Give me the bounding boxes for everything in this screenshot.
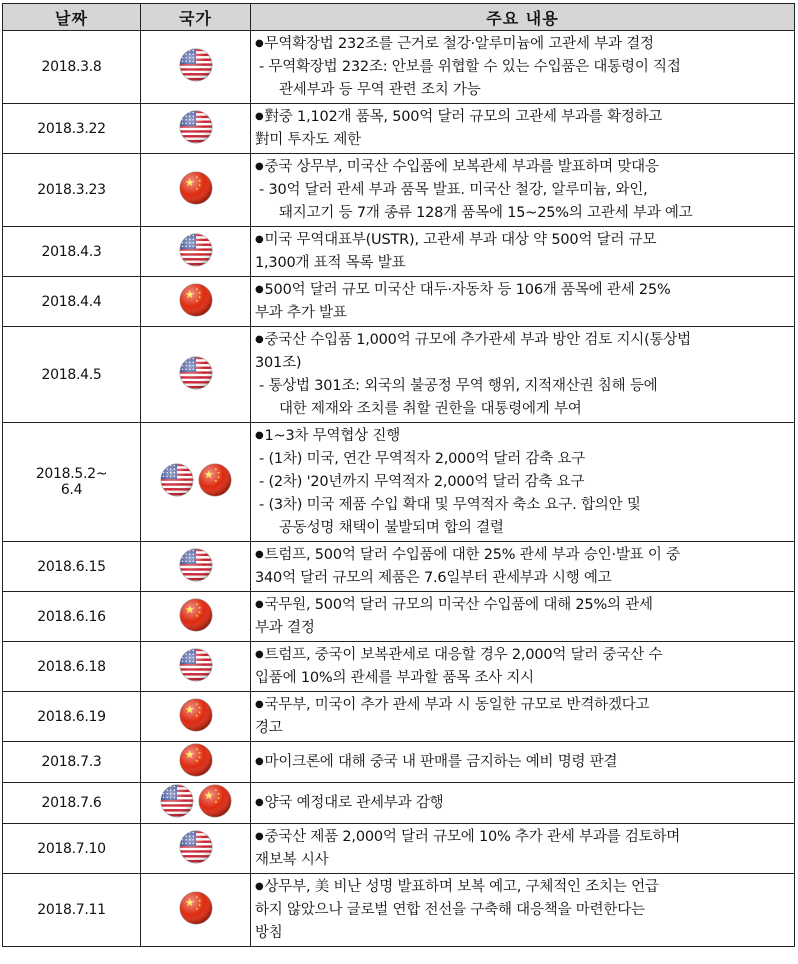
country-cell <box>141 327 251 423</box>
bullet-text: 국무원, 500억 달러 규모의 미국산 수입품에 대해 25%의 관세 <box>264 597 653 613</box>
table-row <box>3 642 795 692</box>
continuation-text: 對미 투자도 제한 <box>255 132 361 148</box>
table-row <box>3 592 795 642</box>
china-flag-icon <box>178 282 214 318</box>
bullet-icon: ● <box>255 699 264 710</box>
continuation-text: 340억 달러 규모의 제품은 7.6일부터 관세부과 시행 예고 <box>255 570 612 586</box>
bullet-text: 트럼프, 중국이 보복관세로 대응할 경우 2,000억 달러 중국산 수 <box>264 647 663 663</box>
date-cell <box>3 277 141 327</box>
date-text: 2018.5.2~ <box>35 466 108 482</box>
date-cell <box>3 423 141 542</box>
date-text: 2018.4.4 <box>41 293 102 310</box>
china-flag-icon <box>178 597 214 633</box>
country-cell <box>141 742 251 783</box>
date-text: 2018.6.19 <box>37 708 106 725</box>
bullet-text: 중국산 제품 2,000억 달러 규모에 10% 추가 관세 부과를 검토하며 <box>264 829 681 845</box>
date-text: 2018.3.22 <box>37 120 106 137</box>
bullet-text: 트럼프, 500억 달러 수입품에 대한 25% 관세 부과 승인·발표 이 중 <box>264 547 680 563</box>
continuation-text: 1,300개 표적 목록 발표 <box>255 255 406 271</box>
date-cell <box>3 227 141 277</box>
continuation-text: 돼지고기 등 7개 종류 128개 품목에 15~25%의 고관세 부과 예고 <box>279 205 693 221</box>
date-text: 2018.4.5 <box>41 366 102 383</box>
bullet-text: 국무부, 미국이 추가 관세 부과 시 동일한 규모로 반격하겠다고 <box>264 697 650 713</box>
content-cell <box>251 542 795 592</box>
table-row <box>3 277 795 327</box>
table-row <box>3 327 795 423</box>
content-cell <box>251 742 795 783</box>
continuation-text: 하지 않았으나 글로벌 연합 전선을 구축해 대응책을 마련한다는 <box>255 902 645 918</box>
date-cell <box>3 824 141 874</box>
date-text: 2018.3.23 <box>37 182 106 198</box>
country-flags <box>178 647 214 683</box>
us-flag-icon <box>178 829 214 865</box>
country-flags <box>178 597 214 633</box>
date-text: 2018.6.16 <box>37 608 106 625</box>
bullet-text: 무역확장법 232조를 근거로 철강·알루미늄에 고관세 부과 결정 <box>264 36 654 52</box>
country-flags <box>159 783 233 819</box>
country-cell <box>141 874 251 947</box>
table-row <box>3 692 795 742</box>
bullet-item <box>255 278 788 302</box>
bullet-icon: ● <box>255 284 264 295</box>
table-row <box>3 423 795 542</box>
date-cell <box>3 104 141 154</box>
table-row <box>3 31 795 104</box>
country-cell <box>141 104 251 154</box>
content-cell <box>251 227 795 277</box>
bullet-text: 중국 상무부, 미국산 수입품에 보복관세 부과를 발표하며 맞대응 <box>264 159 659 175</box>
date-text: 2018.7.10 <box>37 840 106 857</box>
table-row <box>3 542 795 592</box>
trade-dispute-timeline-table <box>2 3 795 947</box>
bullet-icon: ● <box>255 430 264 441</box>
us-flag-icon <box>178 647 214 683</box>
bullet-item <box>255 105 788 129</box>
date-cell <box>3 327 141 423</box>
bullet-icon: ● <box>255 649 264 660</box>
date-cell <box>3 592 141 642</box>
sub-item: - (1차) 미국, 연간 무역적자 2,000억 달러 감축 요구 <box>259 451 586 467</box>
content-cell <box>251 783 795 824</box>
china-flag-icon <box>178 170 214 206</box>
content-cell <box>251 327 795 423</box>
date-text: 2018.6.18 <box>37 658 106 675</box>
bullet-icon: ● <box>255 881 264 892</box>
continuation-text: 대한 제재와 조치를 취할 권한을 대통령에게 부여 <box>279 401 582 417</box>
date-text: 2018.7.3 <box>41 754 102 770</box>
country-flags <box>178 742 214 778</box>
bullet-item <box>255 328 788 352</box>
us-flag-icon <box>178 109 214 145</box>
date-text: 2018.4.3 <box>41 243 102 260</box>
us-flag-icon <box>178 47 214 83</box>
header-date: 날짜 <box>3 4 141 31</box>
country-flags <box>178 697 214 733</box>
bullet-text: 양국 예정대로 관세부과 감행 <box>264 795 444 811</box>
date-text: 2018.3.8 <box>41 59 102 75</box>
us-flag-icon <box>178 232 214 268</box>
table-row <box>3 104 795 154</box>
bullet-item <box>255 643 788 667</box>
table-row <box>3 154 795 227</box>
sub-item: - 무역확장법 232조: 안보를 위협할 수 있는 수입품은 대통령이 직접 <box>259 59 681 75</box>
table-row <box>3 874 795 947</box>
bullet-item <box>255 791 788 815</box>
sub-item: - (3차) 미국 제품 수입 확대 및 무역적자 축소 요구. 합의안 및 <box>259 497 641 513</box>
bullet-text: 對중 1,102개 품목, 500억 달러 규모의 고관세 부과를 확정하고 <box>264 109 663 125</box>
content-cell <box>251 824 795 874</box>
us-flag-icon <box>159 462 195 498</box>
date-cell <box>3 31 141 104</box>
country-flags <box>159 462 233 498</box>
china-flag-icon <box>197 783 233 819</box>
country-cell <box>141 783 251 824</box>
country-flags <box>178 282 214 318</box>
country-flags <box>178 170 214 206</box>
content-cell <box>251 104 795 154</box>
date-text: 2018.6.15 <box>37 558 106 575</box>
continuation-text: 경고 <box>255 720 283 736</box>
country-cell <box>141 227 251 277</box>
table-row <box>3 742 795 783</box>
china-flag-icon <box>178 697 214 733</box>
country-cell <box>141 592 251 642</box>
bullet-icon: ● <box>255 549 264 560</box>
sub-item: - 통상법 301조: 외국의 불공정 무역 행위, 지적재산권 침해 등에 <box>259 378 658 394</box>
country-cell <box>141 154 251 227</box>
table-row <box>3 824 795 874</box>
continuation-text: 301조) <box>255 355 302 371</box>
bullet-icon: ● <box>255 111 264 122</box>
date-text: 2018.7.11 <box>37 902 106 918</box>
bullet-icon: ● <box>255 234 264 245</box>
country-flags <box>178 829 214 865</box>
country-cell <box>141 31 251 104</box>
continuation-text: 재보복 시사 <box>255 852 329 868</box>
continuation-text: 방침 <box>255 925 283 941</box>
bullet-item <box>255 228 788 252</box>
country-cell <box>141 692 251 742</box>
china-flag-icon <box>178 742 214 778</box>
header-content: 주요 내용 <box>251 4 795 31</box>
china-flag-icon <box>178 890 214 926</box>
date-cell <box>3 642 141 692</box>
content-cell <box>251 592 795 642</box>
date-cell <box>3 542 141 592</box>
bullet-icon: ● <box>255 334 264 345</box>
content-cell <box>251 692 795 742</box>
bullet-item <box>255 543 788 567</box>
bullet-item <box>255 693 788 717</box>
bullet-text: 마이크론에 대해 중국 내 판매를 금지하는 예비 명령 판결 <box>264 754 618 770</box>
continuation-text: 부과 결정 <box>255 620 315 636</box>
country-flags <box>178 109 214 145</box>
date-text: 6.4 <box>60 482 83 498</box>
date-text: 2018.7.6 <box>41 795 102 811</box>
date-cell <box>3 692 141 742</box>
bullet-icon: ● <box>255 161 264 172</box>
content-cell <box>251 31 795 104</box>
date-cell <box>3 874 141 947</box>
country-flags <box>178 232 214 268</box>
date-cell <box>3 783 141 824</box>
bullet-icon: ● <box>255 831 264 842</box>
country-flags <box>178 355 214 391</box>
bullet-item <box>255 875 788 899</box>
bullet-icon: ● <box>255 756 264 767</box>
bullet-text: 상무부, 美 비난 성명 발표하며 보복 예고, 구체적인 조치는 언급 <box>264 879 659 895</box>
china-flag-icon <box>197 462 233 498</box>
country-flags <box>178 47 214 83</box>
country-cell <box>141 542 251 592</box>
header-country: 국가 <box>141 4 251 31</box>
content-cell <box>251 277 795 327</box>
continuation-text: 공동성명 채택이 불발되며 합의 결렬 <box>279 520 504 536</box>
us-flag-icon <box>178 547 214 583</box>
bullet-item <box>255 32 788 56</box>
country-cell <box>141 642 251 692</box>
content-cell <box>251 874 795 947</box>
table-row <box>3 227 795 277</box>
bullet-icon: ● <box>255 599 264 610</box>
header-row <box>3 4 795 31</box>
continuation-text: 부과 추가 발표 <box>255 305 347 321</box>
bullet-icon: ● <box>255 38 264 49</box>
country-cell <box>141 423 251 542</box>
country-flags <box>178 890 214 926</box>
bullet-item <box>255 593 788 617</box>
content-cell <box>251 154 795 227</box>
continuation-text: 입품에 10%의 관세를 부과할 품목 조사 지시 <box>255 670 534 686</box>
country-flags <box>178 547 214 583</box>
country-cell <box>141 277 251 327</box>
content-cell <box>251 642 795 692</box>
bullet-text: 중국산 수입품 1,000억 규모에 추가관세 부과 방안 검토 지시(통상법 <box>264 332 691 348</box>
bullet-text: 1~3차 무역협상 진행 <box>264 428 400 444</box>
table-row <box>3 783 795 824</box>
bullet-text: 미국 무역대표부(USTR), 고관세 부과 대상 약 500억 달러 규모 <box>264 232 657 248</box>
continuation-text: 관세부과 등 무역 관련 조치 가능 <box>279 82 481 98</box>
sub-item: - (2차) '20년까지 무역적자 2,000억 달러 감축 요구 <box>259 474 585 490</box>
bullet-icon: ● <box>255 797 264 808</box>
sub-item: - 30억 달러 관세 부과 품목 발표. 미국산 철강, 알루미늄, 와인, <box>259 182 648 198</box>
bullet-item <box>255 750 788 774</box>
bullet-text: 500억 달러 규모 미국산 대두·자동차 등 106개 품목에 관세 25% <box>264 282 671 298</box>
date-cell <box>3 154 141 227</box>
date-cell <box>3 742 141 783</box>
bullet-item <box>255 825 788 849</box>
bullet-item <box>255 155 788 179</box>
country-cell <box>141 824 251 874</box>
bullet-item <box>255 424 788 448</box>
us-flag-icon <box>159 783 195 819</box>
us-flag-icon <box>178 355 214 391</box>
content-cell <box>251 423 795 542</box>
